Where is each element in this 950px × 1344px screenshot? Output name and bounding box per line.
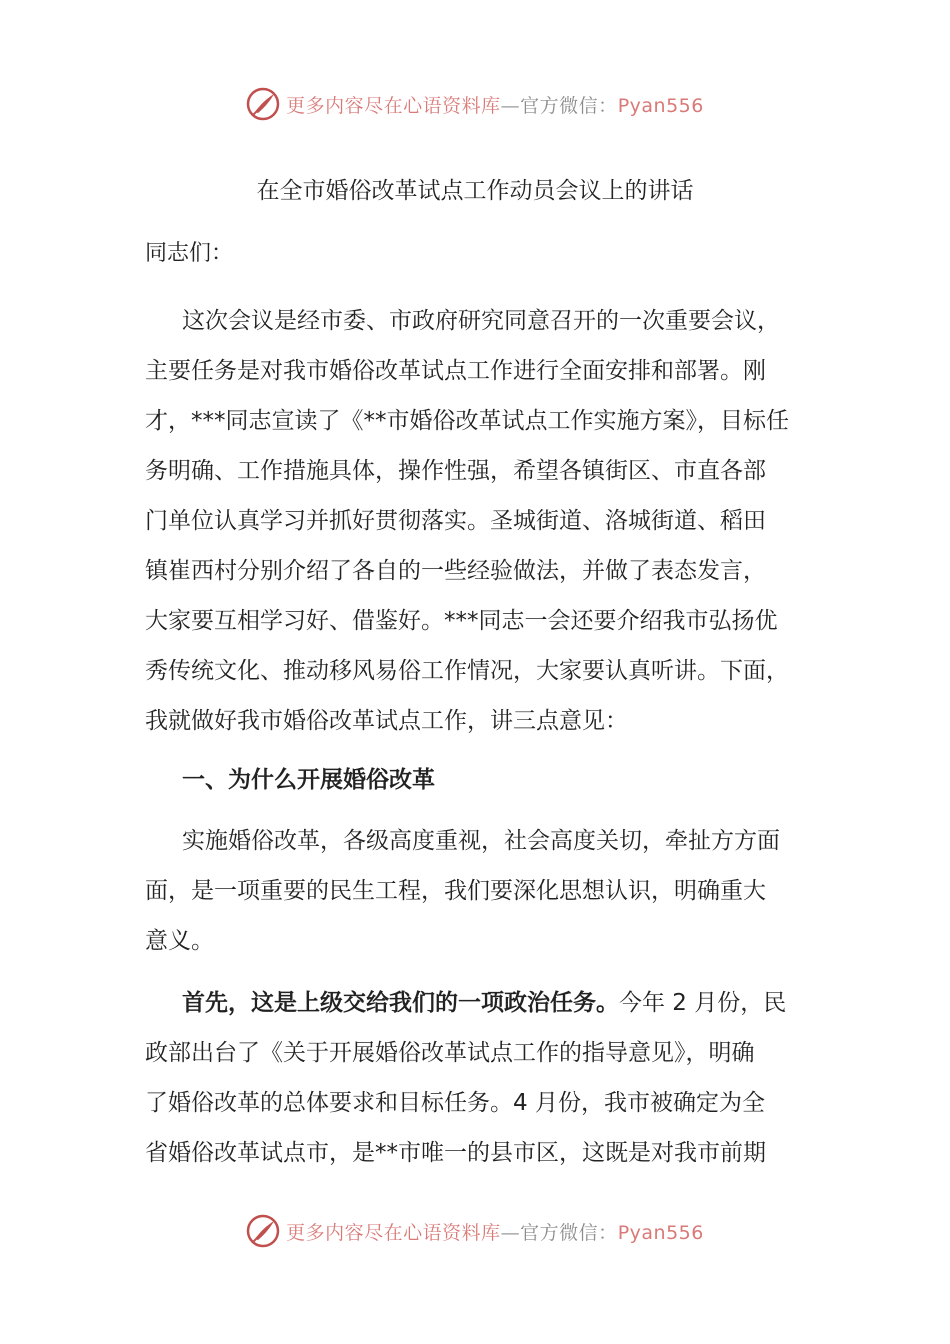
- watermark-account: Pyan556: [617, 1221, 704, 1244]
- quill-logo-icon: [246, 87, 280, 121]
- watermark-brand: 更多内容尽在心语资料库: [286, 94, 501, 117]
- text-line: 省婚俗改革试点市，是**市唯一的县市区，这既是对我市前期: [145, 1140, 766, 1166]
- paragraph-intro: [145, 296, 825, 746]
- watermark-dash: —: [500, 1221, 521, 1244]
- text-line: 门单位认真学习并抓好贯彻落实。圣城街道、洛城街道、稻田: [145, 508, 766, 534]
- salutation: 同志们：: [145, 241, 234, 266]
- watermark-label: 官方微信：: [520, 94, 618, 117]
- text-line: [145, 978, 825, 1028]
- watermark-brand: 更多内容尽在心语资料库: [286, 1221, 501, 1244]
- paragraph-political-task: [145, 978, 825, 1178]
- document-title: 在全市婚俗改革试点工作动员会议上的讲话: [256, 178, 694, 204]
- text-line: 意义。: [145, 928, 214, 954]
- watermark-text: [286, 91, 704, 118]
- text-line: 主要任务是对我市婚俗改革试点工作进行全面安排和部署。刚: [145, 358, 766, 384]
- text-line: 秀传统文化、推动移风易俗工作情况，大家要认真听讲。下面，: [145, 658, 789, 684]
- quill-logo-icon: [246, 1214, 280, 1248]
- heading-text: 一、为什么开展婚俗改革: [182, 767, 435, 793]
- section-heading: [145, 755, 825, 805]
- text-line: 才，***同志宣读了《**市婚俗改革试点工作实施方案》，目标任: [145, 408, 789, 434]
- text-line: 务明确、工作措施具体，操作性强，希望各镇街区、市直各部: [145, 458, 766, 484]
- text-line: 这次会议是经市委、市政府研究同意召开的一次重要会议，: [182, 308, 780, 334]
- text-line: 实施婚俗改革，各级高度重视，社会高度关切，牵扯方方面: [182, 828, 780, 854]
- text-line: 面，是一项重要的民生工程，我们要深化思想认识，明确重大: [145, 878, 766, 904]
- text-line: 镇崔西村分别介绍了各自的一些经验做法，并做了表态发言，: [145, 558, 766, 584]
- watermark-dash: —: [500, 94, 521, 117]
- watermark-account: Pyan556: [617, 94, 704, 117]
- bold-lead: 首先，这是上级交给我们的一项政治任务。: [182, 990, 619, 1016]
- text-line: 了婚俗改革的总体要求和目标任务。4 月份，我市被确定为全: [145, 1090, 765, 1116]
- text-line: 政部出台了《关于开展婚俗改革试点工作的指导意见》，明确: [145, 1040, 755, 1066]
- watermark-footer: [0, 1211, 950, 1251]
- watermark-text: [286, 1218, 704, 1245]
- watermark-label: 官方微信：: [520, 1221, 618, 1244]
- watermark-header: [0, 84, 950, 124]
- text-run: 今年 2 月份，民: [619, 990, 787, 1016]
- text-line: 大家要互相学习好、借鉴好。***同志一会还要介绍我市弘扬优: [145, 608, 778, 634]
- paragraph-significance: [145, 816, 825, 966]
- text-line: 我就做好我市婚俗改革试点工作，讲三点意见：: [145, 708, 628, 734]
